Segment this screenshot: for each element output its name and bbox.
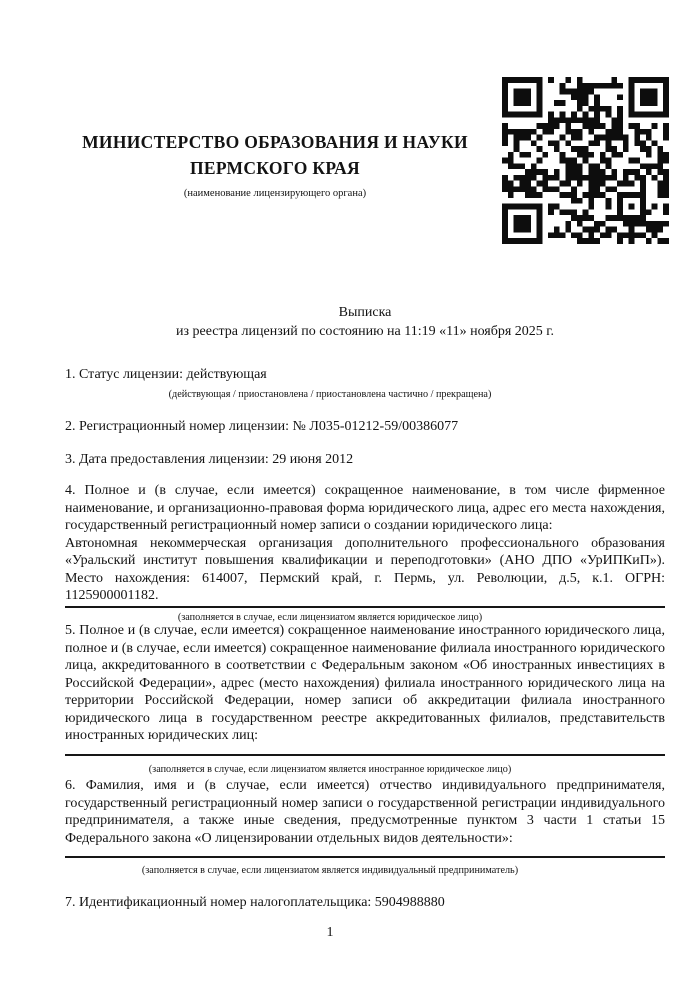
- license-status-label: 1. Статус лицензии:: [65, 367, 184, 382]
- status-options-note: (действующая / приостановлена / приостановлена частично / прекращена): [168, 388, 492, 400]
- field-individual-entrepreneur-info: [65, 777, 665, 877]
- registration-number-value: № Л035-01212-59/00386077: [292, 419, 459, 434]
- document-title-block: [65, 304, 665, 341]
- ministry-name-line2: ПЕРМСКОГО КРАЯ: [190, 157, 360, 178]
- ministry-name: [65, 130, 485, 181]
- ministry-name-line1: МИНИСТЕРСТВО ОБРАЗОВАНИЯ И НАУКИ: [82, 132, 468, 152]
- page-number: 1: [326, 925, 334, 940]
- fill-in-rule: [65, 856, 665, 858]
- legal-entity-note: (заполняется в случае, если лицензиатом является юридическое лицо): [177, 611, 483, 623]
- taxpayer-number-value: 5904988880: [374, 895, 445, 910]
- field-license-status: [65, 366, 665, 401]
- document-subtitle: из реестра лицензий по состоянию на 11:19 «11» ноября 2025 г.: [176, 323, 554, 339]
- legal-entity-value: Автономная некоммерческая организация дополнительного профессионального образования «Уральский институт повышения квалификации и переподготовки» (АНО ДПО «УрИПКиП»). Место нахождения: 614007, Пермский край, г. Пермь, ул. Революции, д.5, к.1. ОГРН: 1125900001182.: [65, 535, 665, 603]
- legal-entity-prompt: 4. Полное и (в случае, если имеется) сокращенное наименование, в том числе фирменное наименование, и организационно-правовая форма юридического лица, адрес его места нахождения, государственный регистрационный номер записи о создании юридического лица:: [65, 483, 665, 533]
- qr-code-icon: [502, 77, 669, 244]
- field-legal-entity-info: [65, 482, 665, 624]
- licensing-authority-header: [65, 130, 485, 199]
- fill-in-rule: [65, 606, 665, 608]
- field-grant-date: [65, 451, 665, 469]
- field-taxpayer-number: [65, 894, 665, 912]
- field-foreign-entity-info: [65, 622, 665, 776]
- taxpayer-number-label: 7. Идентификационный номер налогоплательщика:: [65, 895, 372, 910]
- document-title: Выписка: [338, 305, 392, 320]
- field-registration-number: [65, 418, 665, 436]
- fill-in-rule: [65, 754, 665, 756]
- foreign-entity-note: (заполняется в случае, если лицензиатом является иностранное юридическое лицо): [148, 763, 512, 775]
- entrepreneur-prompt: 6. Фамилия, имя и (в случае, если имеется) отчество индивидуального предпринимателя, государственный регистрационный номер записи о государственной регистрации индивидуального предпринимателя, а также иные сведения, предусмотренные пунктом 3 части 1 статьи 15 Федерального закона «О лицензировании отдельных видов деятельности»:: [65, 778, 665, 846]
- license-status-value: действующая: [186, 367, 267, 382]
- registration-number-label: 2. Регистрационный номер лицензии:: [65, 419, 290, 434]
- entrepreneur-note: (заполняется в случае, если лицензиатом является индивидуальный предприниматель): [141, 865, 519, 876]
- authority-caption: (наименование лицензирующего органа): [183, 188, 367, 199]
- license-status-line: [65, 366, 665, 384]
- grant-date-value: 29 июня 2012: [272, 452, 354, 467]
- foreign-entity-prompt: 5. Полное и (в случае, если имеется) сокращенное наименование иностранного юридического лица, полное и (в случае, если имеется) сокращенное наименование филиала иностранного юридического лица, аккредитованного в соответствии с Федеральным законом «Об иностранных инвестициях в Российской Федерации», адрес (место нахождения) филиала иностранного юридического лица на территории Российской Федерации, номер записи об аккредитации филиала иностранного юридического лица в государственном реестре аккредитованных филиалов, представительств иностранных юридических лиц:: [65, 623, 665, 743]
- grant-date-label: 3. Дата предоставления лицензии:: [65, 452, 269, 467]
